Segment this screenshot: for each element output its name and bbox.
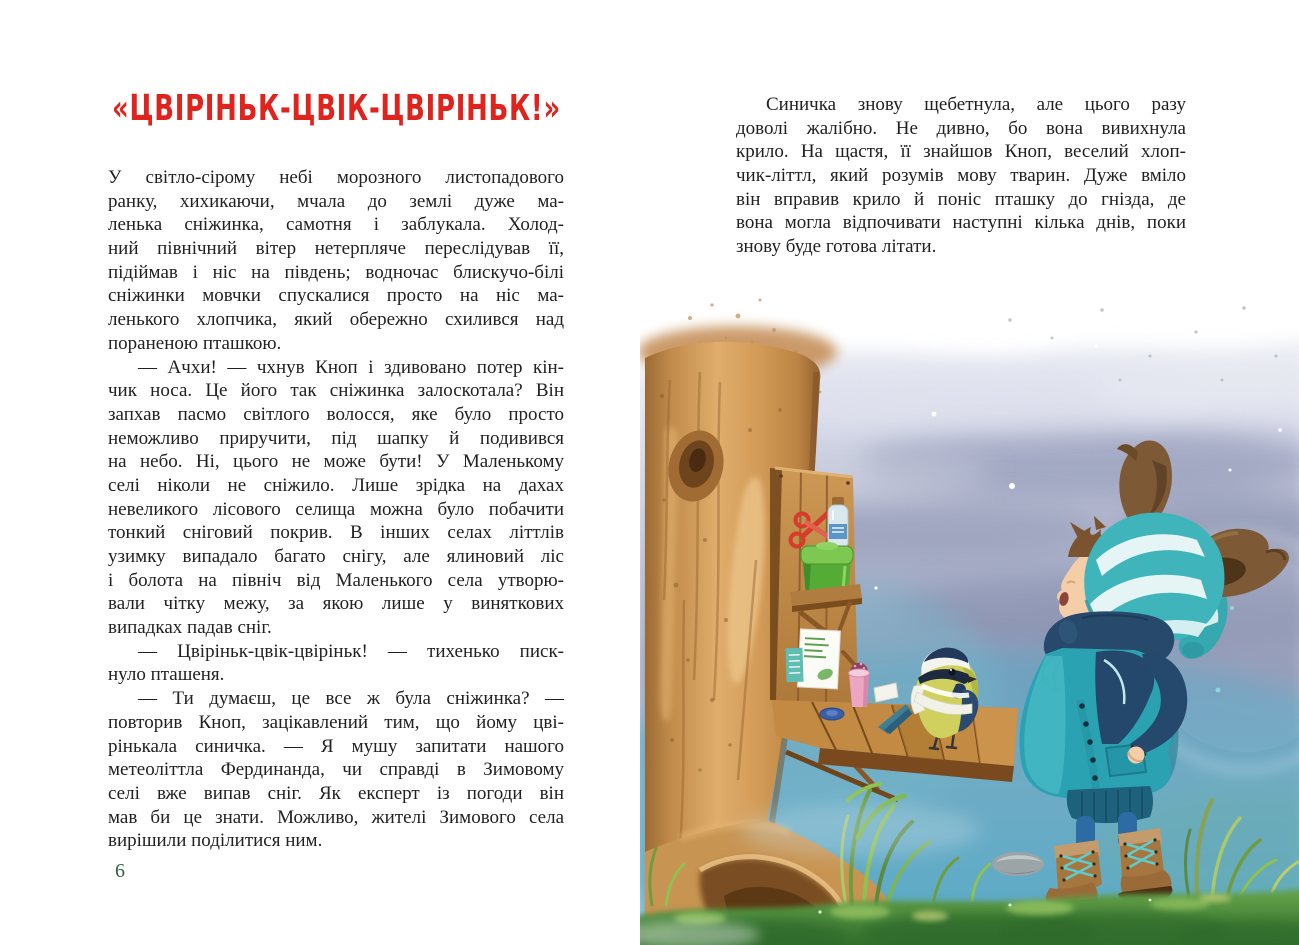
text-line: випадках падав сніг. [108,617,272,639]
text-line: вали чітку межу, за якою лише у виняткових [108,593,564,615]
text-line: крило. На щастя, її знайшов Кноп, веселий хлоп- [736,141,1186,163]
text-line: підіймав і ніс на південь; водночас блискучо-білі [108,261,564,283]
left-page-text [108,166,564,853]
text-line: — Цвіріньк-цвік-цвіріньк! — тихенько писк- [138,640,564,662]
page-number: 6 [115,860,125,882]
text-line: нуло пташеня. [108,664,225,686]
text-line: метеоліттла Фердинанда, чи справді в Зимовому [108,759,564,781]
paragraph [108,640,564,687]
text-line: пораненою пташкою. [108,332,282,354]
stone [992,852,1044,876]
text-line: і болота на північ від Маленького села утворю- [108,569,564,591]
text-line: сніжинки мовчки спускалися просто на ніс ма- [108,285,564,307]
text-line: доволі жалібно. Не дивно, бо вона вивихнула [736,117,1186,139]
paragraph [108,687,564,853]
text-line: знову буде готова літати. [736,236,937,258]
text-line: — Ти думаєш, це все ж була сніжинка? — [138,688,564,710]
text-line: узимку випадало багато снігу, але ялиновий ліс [108,546,564,567]
text-line: Синичка знову щебетнула, але цього разу [766,94,1186,115]
text-line: селі вже випав сніг. Як експерт із погоди він [108,782,564,804]
paragraph [108,356,564,640]
text-line: повторив Кноп, зацікавлений тим, що йому цві- [108,711,564,733]
text-line: він вправив крило й поніс пташку до гнізда, де [736,188,1186,210]
text-line: чик-літтл, який розумів мову тварин. Дуже вміло [736,165,1186,187]
text-line: ранку, хихикаючи, мчала до землі дуже ма- [108,190,564,212]
text-line: на небо. Ні, цього не може бути! У Маленькому [108,451,564,473]
text-line: невеликого лісового селища можна було побачити [108,498,564,520]
text-line: мав би це знати. Можливо, жителі Зимового села [108,806,564,828]
text-line: У світло-сірому небі морозного листопадового [108,167,564,188]
text-line: ний північний вітер нетерпляче переслідував її, [108,238,564,260]
blue-lid [820,708,844,720]
text-line: ленька сніжинка, самотня і заблукала. Холод- [108,214,564,236]
text-line: чик носа. Це його так сніжинка залоскотала? Він [108,380,564,402]
text-line: — Ачхи! — чхнув Кноп і здивовано потер кін- [138,356,564,378]
text-line: вона могла відпочивати наступні кілька днів, поки [736,212,1186,234]
wall-shelf-panel [770,468,862,706]
text-line: неможливо приручити, під шапку й подивився [108,427,564,449]
text-line: тонкий сніговий покрив. В інших селах літтлів [108,522,564,544]
text-line: рінькала синичка. — Я мушу запитати нашого [108,735,564,757]
text-line: ленького хлопчика, який обережно схилився над [108,309,564,331]
paragraph [108,166,564,356]
text-line: селі ніколи не сніжило. Лише зрідка на дахах [108,474,564,496]
text-line: вирішили поділитися ним. [108,830,323,852]
story-illustration [640,0,1299,945]
chapter-title: «ЦВІРІНЬК-ЦВІК-ЦВІРІНЬК!» [112,88,561,129]
text-line: запхав пасмо світлого волосся, яке було просто [108,403,564,425]
